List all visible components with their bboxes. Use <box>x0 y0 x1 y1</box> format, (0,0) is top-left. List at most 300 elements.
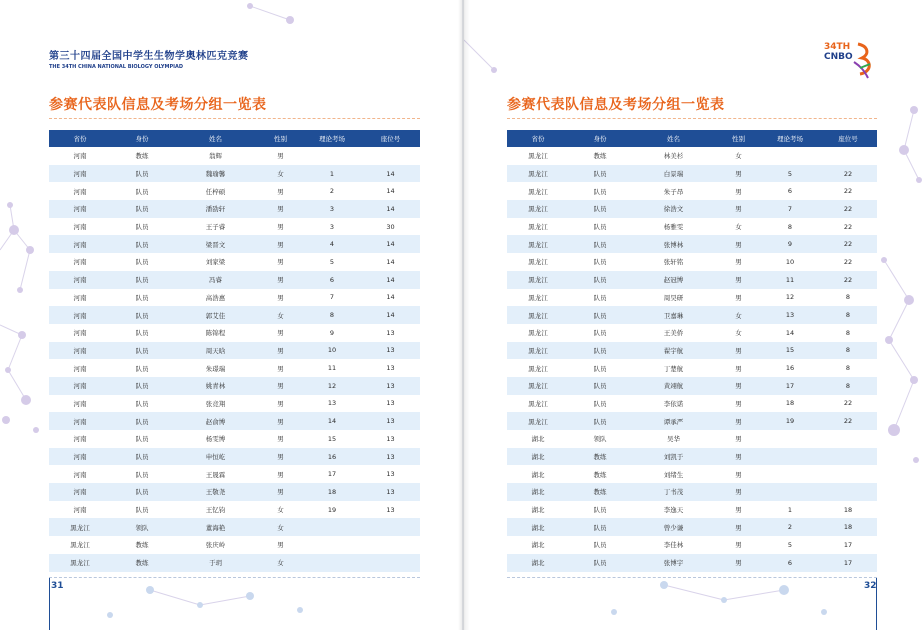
cell-seat: 30 <box>361 218 420 236</box>
cell-role: 队员 <box>569 165 631 183</box>
column-header-name: 姓名 <box>173 130 258 147</box>
cell-name: 谭承严 <box>631 412 716 430</box>
table-row <box>507 430 877 448</box>
cell-gender: 男 <box>716 554 761 572</box>
cell-seat: 13 <box>361 483 420 501</box>
cell-province: 黑龙江 <box>507 377 569 395</box>
title-divider <box>49 118 420 119</box>
cell-exam-room: 7 <box>761 200 819 218</box>
cell-seat: 18 <box>819 518 877 536</box>
competition-title: 第三十四届全国中学生生物学奥林匹克竞赛 <box>49 51 249 62</box>
cell-seat: 8 <box>819 306 877 324</box>
cell-exam-room: 18 <box>761 395 819 413</box>
cell-province: 黑龙江 <box>507 200 569 218</box>
cell-province: 黑龙江 <box>507 306 569 324</box>
table-row <box>49 235 420 253</box>
cell-exam-room: 5 <box>303 253 361 271</box>
cell-exam-room: 5 <box>761 536 819 554</box>
cell-seat <box>819 430 877 448</box>
section-title: 参赛代表队信息及考场分组一览表 <box>507 97 725 113</box>
cell-gender: 男 <box>716 182 761 200</box>
table-row <box>507 235 877 253</box>
cell-name: 卫嘉琳 <box>631 306 716 324</box>
cell-gender: 男 <box>716 342 761 360</box>
table-row <box>49 395 420 413</box>
cell-gender: 女 <box>258 518 303 536</box>
column-header-gender: 性别 <box>716 130 761 147</box>
cell-exam-room <box>303 518 361 536</box>
cell-role: 队员 <box>111 165 173 183</box>
table-row <box>507 518 877 536</box>
cell-role: 队员 <box>111 271 173 289</box>
cell-province: 河南 <box>49 147 111 165</box>
cell-name: 刘绪生 <box>631 465 716 483</box>
cell-exam-room: 2 <box>303 182 361 200</box>
logo-mark-icon <box>824 40 880 80</box>
cell-role: 教练 <box>111 554 173 572</box>
cell-seat <box>819 465 877 483</box>
cell-seat <box>819 147 877 165</box>
cnbo-logo <box>824 40 880 80</box>
cell-gender: 男 <box>258 235 303 253</box>
cell-province: 黑龙江 <box>507 289 569 307</box>
cell-exam-room: 5 <box>761 165 819 183</box>
cell-role: 教练 <box>111 536 173 554</box>
table-row <box>507 342 877 360</box>
cell-gender: 男 <box>258 200 303 218</box>
cell-name: 张博林 <box>631 235 716 253</box>
cell-province: 黑龙江 <box>507 235 569 253</box>
cell-gender: 男 <box>716 289 761 307</box>
cell-name: 潘劭轩 <box>173 200 258 218</box>
cell-role: 队员 <box>111 289 173 307</box>
cell-province: 河南 <box>49 412 111 430</box>
cell-exam-room: 16 <box>303 448 361 466</box>
page-number: 31 <box>51 581 64 591</box>
cell-role: 队员 <box>111 253 173 271</box>
cell-name: 任梓硕 <box>173 182 258 200</box>
cell-exam-room: 14 <box>303 412 361 430</box>
cell-exam-room: 13 <box>761 306 819 324</box>
cell-gender: 男 <box>258 182 303 200</box>
cell-role: 队员 <box>569 342 631 360</box>
cell-name: 黄翊航 <box>631 377 716 395</box>
cell-role: 队员 <box>569 536 631 554</box>
cell-exam-room: 2 <box>761 518 819 536</box>
cell-exam-room: 4 <box>303 235 361 253</box>
cell-province: 黑龙江 <box>49 554 111 572</box>
cell-seat: 22 <box>819 253 877 271</box>
cell-name: 郭艾佳 <box>173 306 258 324</box>
cell-name: 王敬尧 <box>173 483 258 501</box>
cell-gender: 女 <box>716 147 761 165</box>
cell-gender: 男 <box>258 483 303 501</box>
cell-name: 申恒屹 <box>173 448 258 466</box>
cell-gender: 男 <box>258 536 303 554</box>
table-row <box>49 483 420 501</box>
cell-role: 队员 <box>569 412 631 430</box>
cell-name: 刘家梁 <box>173 253 258 271</box>
table-row <box>507 147 877 165</box>
cell-seat: 22 <box>819 395 877 413</box>
cell-seat <box>361 536 420 554</box>
cell-gender: 男 <box>258 324 303 342</box>
cell-exam-room: 3 <box>303 200 361 218</box>
cell-province: 湖北 <box>507 483 569 501</box>
cell-exam-room: 19 <box>303 501 361 519</box>
cell-role: 队员 <box>569 289 631 307</box>
cell-province: 河南 <box>49 359 111 377</box>
cell-seat: 8 <box>819 359 877 377</box>
cell-province: 黑龙江 <box>507 253 569 271</box>
cell-exam-room <box>303 536 361 554</box>
cell-name: 李佳林 <box>631 536 716 554</box>
cell-gender: 女 <box>258 165 303 183</box>
table-row <box>507 465 877 483</box>
cell-exam-room: 3 <box>303 218 361 236</box>
cell-role: 队员 <box>111 218 173 236</box>
cell-seat: 17 <box>819 554 877 572</box>
cell-province: 黑龙江 <box>507 395 569 413</box>
table-row <box>507 306 877 324</box>
cell-exam-room: 15 <box>303 430 361 448</box>
footer-divider <box>49 577 420 578</box>
cell-gender: 男 <box>258 359 303 377</box>
logo-year: 34TH <box>824 42 851 52</box>
cell-name: 曾少谦 <box>631 518 716 536</box>
cell-seat: 14 <box>361 253 420 271</box>
cell-exam-room: 1 <box>761 501 819 519</box>
cell-name: 董海艳 <box>173 518 258 536</box>
table-row <box>507 289 877 307</box>
cell-province: 黑龙江 <box>507 324 569 342</box>
table-row <box>507 377 877 395</box>
cell-role: 队员 <box>569 377 631 395</box>
table-row <box>49 271 420 289</box>
cell-seat: 22 <box>819 271 877 289</box>
cell-role: 队员 <box>111 501 173 519</box>
cell-name: 朱子昂 <box>631 182 716 200</box>
cell-province: 湖北 <box>507 448 569 466</box>
cell-province: 黑龙江 <box>507 412 569 430</box>
cell-seat: 14 <box>361 306 420 324</box>
cell-gender: 男 <box>716 200 761 218</box>
cell-province: 湖北 <box>507 501 569 519</box>
cell-role: 队员 <box>569 395 631 413</box>
table-row <box>507 483 877 501</box>
cell-province: 河南 <box>49 271 111 289</box>
cell-gender: 男 <box>716 165 761 183</box>
table-row <box>507 501 877 519</box>
cell-province: 黑龙江 <box>507 342 569 360</box>
cell-province: 河南 <box>49 218 111 236</box>
cell-seat: 8 <box>819 377 877 395</box>
cell-exam-room <box>303 147 361 165</box>
table-body-right <box>507 147 877 572</box>
cell-seat: 13 <box>361 395 420 413</box>
cell-gender: 男 <box>716 483 761 501</box>
cell-role: 领队 <box>111 518 173 536</box>
cell-seat: 13 <box>361 448 420 466</box>
roster-table-left <box>49 130 420 572</box>
cell-role: 教练 <box>569 147 631 165</box>
cell-seat <box>361 554 420 572</box>
cell-province: 黑龙江 <box>507 147 569 165</box>
cell-gender: 男 <box>258 218 303 236</box>
column-header-name: 姓名 <box>631 130 716 147</box>
cell-province: 黑龙江 <box>507 271 569 289</box>
table-row <box>49 536 420 554</box>
table-header-row <box>49 130 420 147</box>
table-row <box>49 253 420 271</box>
column-header-province: 省份 <box>49 130 111 147</box>
cell-role: 队员 <box>569 271 631 289</box>
cell-exam-room: 13 <box>303 395 361 413</box>
cell-name: 朱璟瑞 <box>173 359 258 377</box>
cell-gender: 男 <box>258 289 303 307</box>
cell-seat: 22 <box>819 412 877 430</box>
cell-name: 周昊研 <box>631 289 716 307</box>
cell-role: 队员 <box>569 324 631 342</box>
cell-name: 梁晋文 <box>173 235 258 253</box>
cell-gender: 男 <box>258 377 303 395</box>
cell-name: 王美侨 <box>631 324 716 342</box>
cell-exam-room: 18 <box>303 483 361 501</box>
table-row <box>49 182 420 200</box>
cell-name: 魏瑜馨 <box>173 165 258 183</box>
cell-seat: 22 <box>819 200 877 218</box>
cell-seat: 13 <box>361 342 420 360</box>
table-row <box>507 165 877 183</box>
section-title: 参赛代表队信息及考场分组一览表 <box>49 97 267 113</box>
cell-name: 翟宇航 <box>631 342 716 360</box>
cell-gender: 男 <box>258 271 303 289</box>
right-page <box>464 0 924 630</box>
cell-name: 徐浩文 <box>631 200 716 218</box>
table-row <box>507 412 877 430</box>
cell-name: 高浩惠 <box>173 289 258 307</box>
cell-exam-room: 8 <box>303 306 361 324</box>
table-row <box>49 430 420 448</box>
table-row <box>49 218 420 236</box>
cell-seat <box>819 483 877 501</box>
cell-name: 张轩铭 <box>631 253 716 271</box>
cell-role: 队员 <box>569 182 631 200</box>
table-row <box>507 395 877 413</box>
table-row <box>49 465 420 483</box>
cell-seat: 22 <box>819 218 877 236</box>
column-header-province: 省份 <box>507 130 569 147</box>
cell-gender: 男 <box>716 448 761 466</box>
cell-seat: 8 <box>819 324 877 342</box>
cell-role: 教练 <box>569 448 631 466</box>
cell-province: 黑龙江 <box>49 536 111 554</box>
cell-seat: 14 <box>361 289 420 307</box>
column-header-seat: 座位号 <box>819 130 877 147</box>
cell-gender: 男 <box>716 359 761 377</box>
cell-gender: 女 <box>716 218 761 236</box>
cell-province: 河南 <box>49 448 111 466</box>
cell-province: 黑龙江 <box>507 359 569 377</box>
cell-exam-room: 10 <box>303 342 361 360</box>
cell-role: 队员 <box>569 518 631 536</box>
cell-role: 队员 <box>569 218 631 236</box>
cell-gender: 男 <box>258 253 303 271</box>
cell-seat: 14 <box>361 182 420 200</box>
cell-province: 黑龙江 <box>49 518 111 536</box>
cell-role: 队员 <box>111 235 173 253</box>
cell-name: 李依诺 <box>631 395 716 413</box>
cell-exam-room: 17 <box>303 465 361 483</box>
cell-role: 教练 <box>569 483 631 501</box>
cell-seat: 13 <box>361 412 420 430</box>
cell-gender: 女 <box>716 324 761 342</box>
cell-name: 张竞翔 <box>173 395 258 413</box>
table-row <box>507 536 877 554</box>
cell-province: 河南 <box>49 342 111 360</box>
cell-gender: 男 <box>716 377 761 395</box>
column-header-gender: 性别 <box>258 130 303 147</box>
table-row <box>49 412 420 430</box>
table-row <box>49 377 420 395</box>
cell-role: 队员 <box>111 200 173 218</box>
cell-role: 队员 <box>111 324 173 342</box>
cell-seat: 13 <box>361 430 420 448</box>
cell-seat: 14 <box>361 200 420 218</box>
cell-name: 吴华 <box>631 430 716 448</box>
cell-gender: 女 <box>258 554 303 572</box>
table-row <box>507 182 877 200</box>
cell-role: 队员 <box>111 430 173 448</box>
cell-name: 翁辉 <box>173 147 258 165</box>
cell-province: 湖北 <box>507 536 569 554</box>
cell-exam-room: 12 <box>761 289 819 307</box>
cell-role: 队员 <box>111 395 173 413</box>
cell-gender: 男 <box>258 430 303 448</box>
cell-gender: 男 <box>258 412 303 430</box>
table-row <box>49 518 420 536</box>
footer-edge-line <box>49 578 50 630</box>
table-header-row <box>507 130 877 147</box>
cell-name: 李逸天 <box>631 501 716 519</box>
cell-seat: 17 <box>819 536 877 554</box>
cell-name: 张博宇 <box>631 554 716 572</box>
table-row <box>507 448 877 466</box>
cell-gender: 男 <box>716 536 761 554</box>
table-row <box>507 218 877 236</box>
cell-gender: 女 <box>258 306 303 324</box>
cell-province: 河南 <box>49 165 111 183</box>
cell-role: 队员 <box>569 359 631 377</box>
cell-gender: 男 <box>716 430 761 448</box>
cell-gender: 男 <box>258 395 303 413</box>
cell-province: 河南 <box>49 253 111 271</box>
cell-gender: 男 <box>716 235 761 253</box>
cell-province: 河南 <box>49 289 111 307</box>
cell-exam-room <box>761 147 819 165</box>
cell-province: 河南 <box>49 182 111 200</box>
cell-exam-room: 9 <box>761 235 819 253</box>
cell-role: 队员 <box>569 200 631 218</box>
cell-role: 队员 <box>569 253 631 271</box>
cell-seat: 18 <box>819 501 877 519</box>
cell-seat: 14 <box>361 235 420 253</box>
table-row <box>49 501 420 519</box>
footer-divider <box>507 577 877 578</box>
column-header-exam-room: 理论考场 <box>761 130 819 147</box>
cell-province: 湖北 <box>507 465 569 483</box>
cell-exam-room <box>761 448 819 466</box>
cell-role: 队员 <box>111 359 173 377</box>
cell-province: 黑龙江 <box>507 182 569 200</box>
table-row <box>49 289 420 307</box>
cell-seat <box>361 147 420 165</box>
cell-gender: 男 <box>258 147 303 165</box>
table-row <box>49 324 420 342</box>
cell-gender: 女 <box>716 306 761 324</box>
table-row <box>49 448 420 466</box>
cell-exam-room <box>303 554 361 572</box>
page-number: 32 <box>864 581 877 591</box>
cell-name: 冯睿 <box>173 271 258 289</box>
cell-role: 领队 <box>569 430 631 448</box>
cell-name: 丁书茂 <box>631 483 716 501</box>
cell-seat: 13 <box>361 359 420 377</box>
table-row <box>49 306 420 324</box>
cell-exam-room <box>761 430 819 448</box>
cell-name: 于玥 <box>173 554 258 572</box>
cell-name: 姚青林 <box>173 377 258 395</box>
cell-name: 丁楚航 <box>631 359 716 377</box>
cell-role: 队员 <box>111 182 173 200</box>
cell-exam-room: 6 <box>761 554 819 572</box>
table-row <box>49 200 420 218</box>
cell-exam-room: 12 <box>303 377 361 395</box>
cell-exam-room: 14 <box>761 324 819 342</box>
cell-province: 黑龙江 <box>507 218 569 236</box>
cell-province: 河南 <box>49 306 111 324</box>
cell-role: 队员 <box>111 342 173 360</box>
logo-name: CNBO <box>824 52 853 62</box>
cell-seat: 8 <box>819 342 877 360</box>
cell-exam-room: 1 <box>303 165 361 183</box>
cell-seat <box>819 448 877 466</box>
cell-name: 林美杉 <box>631 147 716 165</box>
cell-seat: 14 <box>361 271 420 289</box>
cell-province: 河南 <box>49 324 111 342</box>
cell-gender: 男 <box>716 395 761 413</box>
table-body-left <box>49 147 420 572</box>
cell-province: 湖北 <box>507 518 569 536</box>
cell-role: 教练 <box>111 147 173 165</box>
cell-province: 河南 <box>49 395 111 413</box>
table-row <box>507 200 877 218</box>
cell-role: 队员 <box>569 306 631 324</box>
cell-name: 王钇钧 <box>173 501 258 519</box>
table-row <box>507 359 877 377</box>
cell-gender: 男 <box>258 465 303 483</box>
cell-province: 湖北 <box>507 554 569 572</box>
column-header-seat: 座位号 <box>361 130 420 147</box>
cell-seat: 13 <box>361 377 420 395</box>
cell-gender: 男 <box>258 448 303 466</box>
cell-name: 杨雅雯 <box>631 218 716 236</box>
cell-name: 赵冠博 <box>631 271 716 289</box>
cell-name: 刘凯于 <box>631 448 716 466</box>
cell-role: 队员 <box>111 448 173 466</box>
cell-seat: 8 <box>819 289 877 307</box>
table-row <box>49 165 420 183</box>
